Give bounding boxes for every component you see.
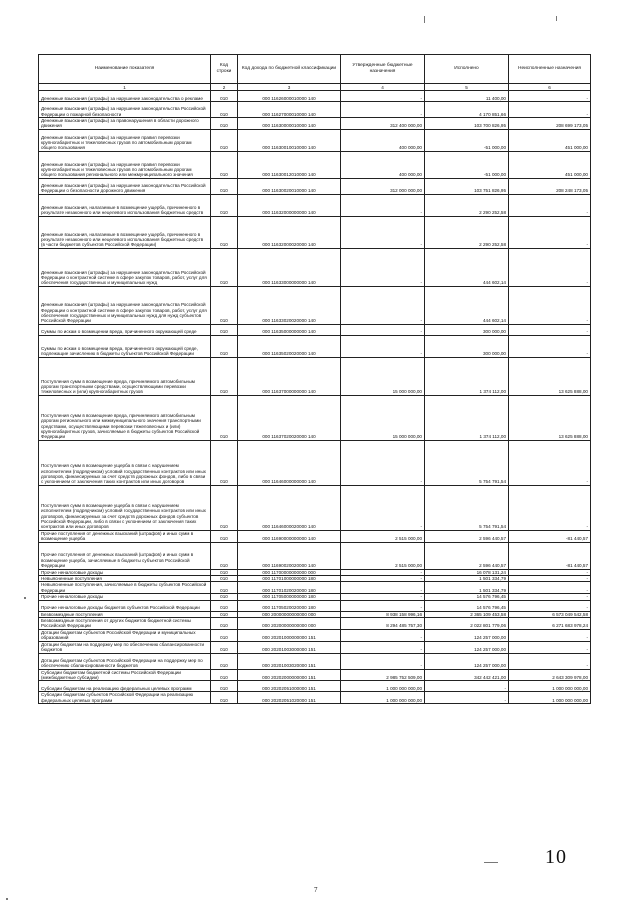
row-name: Дотации бюджетам субъектов Российской Федерации на поддержку мер по обеспечению сбалансированности бюджетов — [39, 653, 211, 669]
column-number: 4 — [341, 84, 425, 91]
row-kbk: 000 11630012010000 140 — [238, 151, 341, 178]
table-row — [39, 118, 591, 130]
row-code: 010 — [211, 542, 238, 569]
row-executed: -51 000,00 — [425, 151, 509, 178]
row-approved: - — [341, 629, 425, 641]
row-code: 010 — [211, 485, 238, 530]
row-name: Денежные взыскания (штрафы) за нарушение законодательства Российской Федерации о безопасности дорожного движения — [39, 178, 211, 194]
row-code: 010 — [211, 530, 238, 542]
row-kbk: 000 11630010010000 140 — [238, 129, 341, 151]
row-kbk: 000 11626000010000 140 — [238, 91, 341, 102]
row-kbk: 000 20200000000000 000 — [238, 618, 341, 630]
row-approved: - — [341, 91, 425, 102]
row-code: 010 — [211, 324, 238, 335]
row-code: 010 — [211, 629, 238, 641]
row-name: Безвозмездные поступления — [39, 611, 211, 617]
table-row — [39, 248, 591, 286]
table-row — [39, 629, 591, 641]
row-kbk: 000 20201003000000 151 — [238, 641, 341, 653]
header-unexecuted: Неисполненные назначения — [509, 55, 591, 84]
row-code: 010 — [211, 618, 238, 630]
row-kbk: 000 20000000000000 000 — [238, 611, 341, 617]
row-code: 010 — [211, 692, 238, 704]
row-unexecuted: - — [509, 335, 591, 357]
row-executed: 1 374 112,00 — [425, 357, 509, 395]
row-unexecuted: - — [509, 569, 591, 575]
row-unexecuted: 1 000 000 000,00 — [509, 681, 591, 692]
row-approved: - — [341, 582, 425, 594]
row-approved: 15 000 000,00 — [341, 395, 425, 440]
row-approved: - — [341, 102, 425, 118]
row-kbk: 000 11630000010000 140 — [238, 118, 341, 130]
row-name: Невыясненные поступления, зачисляемые в бюджеты субъектов Российской Федерации — [39, 582, 211, 594]
row-name: Денежные взыскания (штрафы) за нарушение законодательства Российской Федерации о пожарной безопасности — [39, 102, 211, 118]
row-name: Субсидии бюджетам субъектов Российской Федерации на реализацию федеральных целевых программ — [39, 692, 211, 704]
row-kbk: 000 11690020020000 140 — [238, 542, 341, 569]
row-kbk: 000 20202051020000 151 — [238, 692, 341, 704]
row-name: Денежные взыскания (штрафы) за нарушение законодательства Российской Федерации о контрактной системе в сфере закупок товаров, работ, услуг для обеспечения государственных и муниципальных нужд — [39, 248, 211, 286]
row-executed: 103 751 826,95 — [425, 178, 509, 194]
row-unexecuted: - — [509, 194, 591, 216]
row-executed: 2 290 252,58 — [425, 194, 509, 216]
row-unexecuted: - — [509, 216, 591, 248]
row-kbk: 000 20201000000000 151 — [238, 629, 341, 641]
row-code: 010 — [211, 286, 238, 324]
header-kbk: Код дохода по бюджетной классификации — [238, 55, 341, 84]
row-name: Денежные взыскания, налагаемые в возмещение ущерба, причиненного в результате незаконного или нецелевого использования бюджетных средств (в части бюджетов субъектов Российской Федерации) — [39, 216, 211, 248]
row-kbk: 000 11690000000000 140 — [238, 530, 341, 542]
row-unexecuted: - — [509, 629, 591, 641]
row-approved: 2 515 000,00 — [341, 542, 425, 569]
row-executed: - — [425, 692, 509, 704]
row-executed: 300 000,00 — [425, 335, 509, 357]
scan-mark — [484, 862, 498, 863]
table-row — [39, 542, 591, 569]
row-approved: - — [341, 594, 425, 600]
row-executed: - — [425, 681, 509, 692]
row-kbk: 000 11632000020000 140 — [238, 216, 341, 248]
page-number: 7 — [314, 886, 318, 894]
row-executed: 1 374 112,00 — [425, 395, 509, 440]
row-name: Безвозмездные поступления от других бюджетов бюджетной системы Российской Федерации — [39, 618, 211, 630]
row-executed: 2 596 440,57 — [425, 542, 509, 569]
row-unexecuted: 13 625 888,00 — [509, 357, 591, 395]
row-name: Денежные взыскания (штрафы) за нарушение правил перевозки крупногабаритных и тяжеловесных грузов по автомобильным дорогам общего пользования — [39, 129, 211, 151]
row-name: Денежные взыскания (штрафы) за нарушение законодательства о рекламе — [39, 91, 211, 102]
row-kbk: 000 11701020020000 180 — [238, 582, 341, 594]
scan-mark — [6, 898, 8, 900]
table-row — [39, 286, 591, 324]
row-code: 010 — [211, 357, 238, 395]
row-approved: - — [341, 286, 425, 324]
row-name: Денежные взыскания, налагаемые в возмещение ущерба, причиненного в результате незаконного или нецелевого использования бюджетных средств — [39, 194, 211, 216]
row-kbk: 000 11705000000000 180 — [238, 594, 341, 600]
row-unexecuted: - — [509, 324, 591, 335]
row-executed: 124 257 000,00 — [425, 653, 509, 669]
row-kbk: 000 20201003020000 151 — [238, 653, 341, 669]
row-name: Субсидии бюджетам на реализацию федеральных целевых программ — [39, 681, 211, 692]
table-row — [39, 669, 591, 681]
row-unexecuted: 451 000,00 — [509, 151, 591, 178]
row-kbk: 000 11633020020000 140 — [238, 286, 341, 324]
row-kbk: 000 11632000000000 140 — [238, 194, 341, 216]
row-code: 010 — [211, 216, 238, 248]
row-executed: 300 000,00 — [425, 324, 509, 335]
row-executed: 16 078 131,24 — [425, 569, 509, 575]
row-executed: 2 596 440,57 — [425, 530, 509, 542]
row-kbk: 000 11705020020000 180 — [238, 600, 341, 611]
row-name: Дотации бюджетам на поддержку мер по обеспечению сбалансированности бюджетов — [39, 641, 211, 653]
row-approved: 8 938 158 996,16 — [341, 611, 425, 617]
row-unexecuted: - — [509, 440, 591, 485]
table-row — [39, 653, 591, 669]
row-approved: 312 000 000,00 — [341, 178, 425, 194]
row-code: 010 — [211, 118, 238, 130]
row-code: 010 — [211, 248, 238, 286]
row-executed: 4 170 851,66 — [425, 102, 509, 118]
row-kbk: 000 11633000000000 140 — [238, 248, 341, 286]
row-unexecuted: 13 625 888,00 — [509, 395, 591, 440]
row-executed: 14 576 796,45 — [425, 600, 509, 611]
row-executed: 5 754 791,54 — [425, 440, 509, 485]
table-row — [39, 440, 591, 485]
row-kbk: 000 11701000000000 180 — [238, 576, 341, 582]
row-approved: 400 000,00 — [341, 151, 425, 178]
table-header-row — [39, 55, 591, 84]
table-row — [39, 91, 591, 102]
row-approved: - — [341, 194, 425, 216]
row-code: 010 — [211, 669, 238, 681]
table-row — [39, 485, 591, 530]
row-unexecuted: - — [509, 582, 591, 594]
column-number: 5 — [425, 84, 509, 91]
row-executed: 2 290 252,58 — [425, 216, 509, 248]
table-row — [39, 102, 591, 118]
row-executed: -51 000,00 — [425, 129, 509, 151]
row-unexecuted: 1 000 000 000,00 — [509, 692, 591, 704]
row-name: Дотации бюджетам субъектов Российской Федерации и муниципальных образований — [39, 629, 211, 641]
column-number: 2 — [211, 84, 238, 91]
row-unexecuted: 451 000,00 — [509, 129, 591, 151]
row-approved: - — [341, 576, 425, 582]
row-executed: 124 257 000,00 — [425, 629, 509, 641]
row-unexecuted: 208 248 173,05 — [509, 178, 591, 194]
row-approved: - — [341, 569, 425, 575]
row-name: Денежные взыскания (штрафы) за правонарушения в области дорожного движения — [39, 118, 211, 130]
table-row — [39, 129, 591, 151]
row-code: 010 — [211, 102, 238, 118]
row-executed: 14 576 796,45 — [425, 594, 509, 600]
row-executed: 1 501 334,79 — [425, 582, 509, 594]
row-executed: 2 022 801 779,06 — [425, 618, 509, 630]
row-kbk: 000 20202000000000 151 — [238, 669, 341, 681]
row-executed: 2 365 109 453,58 — [425, 611, 509, 617]
table-row — [39, 681, 591, 692]
row-unexecuted: 2 643 309 978,00 — [509, 669, 591, 681]
table-row — [39, 178, 591, 194]
row-approved: 1 000 000 000,00 — [341, 681, 425, 692]
row-approved: 15 000 000,00 — [341, 357, 425, 395]
row-approved: - — [341, 485, 425, 530]
row-name: Прочие неналоговые доходы — [39, 594, 211, 600]
row-approved: 312 400 000,00 — [341, 118, 425, 130]
row-unexecuted: - — [509, 594, 591, 600]
row-approved: - — [341, 216, 425, 248]
row-approved: - — [341, 641, 425, 653]
row-unexecuted: - — [509, 641, 591, 653]
row-name: Поступления сумм в возмещение вреда, причиняемого автомобильным дорогам транспортными средствами, осуществляющими перевозки тяжеловесных и (или) крупногабаритных грузов — [39, 357, 211, 395]
row-name: Прочие поступления от денежных взысканий (штрафов) и иных сумм в возмещение ущерба, зачисляемые в бюджеты субъектов Российской Федерации — [39, 542, 211, 569]
row-name: Поступления сумм в возмещение ущерба в связи с нарушением исполнителем (подрядчиком) условий государственных контрактов или иных договоров, финансируемых за счет средств дорожных фондов субъектов Российской Федерации, либо в связи с уклонением от заключения таких контрактов или иных договоров — [39, 485, 211, 530]
row-name: Денежные взыскания (штрафы) за нарушение правил перевозки крупногабаритных и тяжеловесных грузов по автомобильным дорогам общего пользования регионального или межмуниципального значения — [39, 151, 211, 178]
row-executed: 342 442 421,00 — [425, 669, 509, 681]
row-code: 010 — [211, 681, 238, 692]
table-row — [39, 618, 591, 630]
row-code: 010 — [211, 594, 238, 600]
row-name: Прочие неналоговые доходы бюджетов субъектов Российской Федерации — [39, 600, 211, 611]
row-name: Поступления сумм в возмещение вреда, причиняемого автомобильным дорогам регионального или межмуниципального значения транспортными средствами, осуществляющими перевозки тяжеловесных и (или) крупногабаритных грузов, зачисляемые в бюджеты субъектов Российской Федерации — [39, 395, 211, 440]
table-row — [39, 641, 591, 653]
row-unexecuted: -81 440,57 — [509, 542, 591, 569]
scan-mark — [556, 16, 557, 21]
row-unexecuted: - — [509, 102, 591, 118]
row-code: 010 — [211, 600, 238, 611]
sheet-number: 10 — [545, 846, 567, 868]
row-code: 010 — [211, 576, 238, 582]
row-code: 010 — [211, 335, 238, 357]
row-executed: 124 257 000,00 — [425, 641, 509, 653]
row-code: 010 — [211, 151, 238, 178]
table-row — [39, 194, 591, 216]
row-name: Суммы по искам о возмещении вреда, причиненного окружающей среде, подлежащие зачислению в бюджеты субъектов Российской Федерации — [39, 335, 211, 357]
row-kbk: 000 11635000000000 140 — [238, 324, 341, 335]
row-code: 010 — [211, 611, 238, 617]
row-code: 010 — [211, 194, 238, 216]
row-executed: 1 501 334,79 — [425, 576, 509, 582]
table-row — [39, 357, 591, 395]
row-name: Денежные взыскания (штрафы) за нарушение законодательства Российской Федерации о контрактной системе в сфере закупок товаров, работ, услуг для обеспечения государственных и муниципальных нужд для нужд субъектов Российской Федерации — [39, 286, 211, 324]
row-unexecuted: 208 699 173,05 — [509, 118, 591, 130]
row-approved: - — [341, 324, 425, 335]
table-row — [39, 395, 591, 440]
column-number-row — [39, 84, 591, 91]
row-unexecuted: - — [509, 91, 591, 102]
row-approved: 2 985 752 509,00 — [341, 669, 425, 681]
row-approved: - — [341, 248, 425, 286]
row-kbk: 000 11646000020000 140 — [238, 485, 341, 530]
table-body — [39, 91, 591, 704]
table-row — [39, 692, 591, 704]
row-approved: 400 000,00 — [341, 129, 425, 151]
header-approved: Утвержденные бюджетные назначения — [341, 55, 425, 84]
row-executed: 5 754 791,54 — [425, 485, 509, 530]
row-kbk: 000 11637000000000 140 — [238, 357, 341, 395]
row-name: Суммы по искам о возмещении вреда, причиненного окружающей среде — [39, 324, 211, 335]
table-row — [39, 582, 591, 594]
row-unexecuted: - — [509, 576, 591, 582]
header-code: Код строки — [211, 55, 238, 84]
row-unexecuted: 6 271 683 978,24 — [509, 618, 591, 630]
row-code: 010 — [211, 569, 238, 575]
row-code: 010 — [211, 582, 238, 594]
scan-mark — [24, 597, 26, 599]
table-row — [39, 530, 591, 542]
row-approved: 1 000 000 000,00 — [341, 692, 425, 704]
row-code: 010 — [211, 395, 238, 440]
row-approved: 2 515 000,00 — [341, 530, 425, 542]
row-code: 010 — [211, 91, 238, 102]
row-code: 010 — [211, 641, 238, 653]
row-code: 010 — [211, 653, 238, 669]
budget-execution-table — [38, 54, 591, 704]
header-name: Наименование показателя — [39, 55, 211, 84]
row-name: Поступления сумм в возмещение ущерба в связи с нарушением исполнителем (подрядчиком) условий государственных контрактов или иных договоров, финансируемых за счет средств дорожных фондов, либо в связи с уклонением от заключения таких контрактов или иных договоров — [39, 440, 211, 485]
row-unexecuted: - — [509, 653, 591, 669]
table-row — [39, 600, 591, 611]
row-code: 010 — [211, 178, 238, 194]
column-number: 6 — [509, 84, 591, 91]
table-row — [39, 151, 591, 178]
row-executed: 444 602,14 — [425, 286, 509, 324]
row-name: Прочие поступления от денежных взысканий (штрафов) и иных сумм в возмещение ущерба — [39, 530, 211, 542]
column-number: 1 — [39, 84, 211, 91]
row-approved: 8 294 485 757,30 — [341, 618, 425, 630]
column-number: 3 — [238, 84, 341, 91]
row-executed: 11 400,00 — [425, 91, 509, 102]
row-unexecuted: 6 573 049 542,58 — [509, 611, 591, 617]
header-executed: Исполнено — [425, 55, 509, 84]
row-name: Субсидии бюджетам бюджетной системы Российской Федерации (межбюджетные субсидии) — [39, 669, 211, 681]
row-unexecuted: - — [509, 248, 591, 286]
table-row — [39, 216, 591, 248]
row-unexecuted: -81 440,57 — [509, 530, 591, 542]
row-unexecuted: - — [509, 485, 591, 530]
table-row — [39, 324, 591, 335]
scan-mark — [424, 16, 425, 23]
row-kbk: 000 11635020020000 140 — [238, 335, 341, 357]
row-approved: - — [341, 600, 425, 611]
row-code: 010 — [211, 440, 238, 485]
row-name: Невыясненные поступления — [39, 576, 211, 582]
table-row — [39, 335, 591, 357]
row-approved: - — [341, 653, 425, 669]
row-name: Прочие неналоговые доходы — [39, 569, 211, 575]
row-kbk: 000 11646000000000 140 — [238, 440, 341, 485]
row-executed: 103 700 826,95 — [425, 118, 509, 130]
row-approved: - — [341, 335, 425, 357]
row-unexecuted: - — [509, 286, 591, 324]
row-executed: 444 602,14 — [425, 248, 509, 286]
row-approved: - — [341, 440, 425, 485]
row-kbk: 000 11700000000000 000 — [238, 569, 341, 575]
row-kbk: 000 11627000010000 140 — [238, 102, 341, 118]
row-kbk: 000 11630020010000 140 — [238, 178, 341, 194]
row-kbk: 000 20202051000000 151 — [238, 681, 341, 692]
row-code: 010 — [211, 129, 238, 151]
row-unexecuted: - — [509, 600, 591, 611]
row-kbk: 000 11637020020000 140 — [238, 395, 341, 440]
